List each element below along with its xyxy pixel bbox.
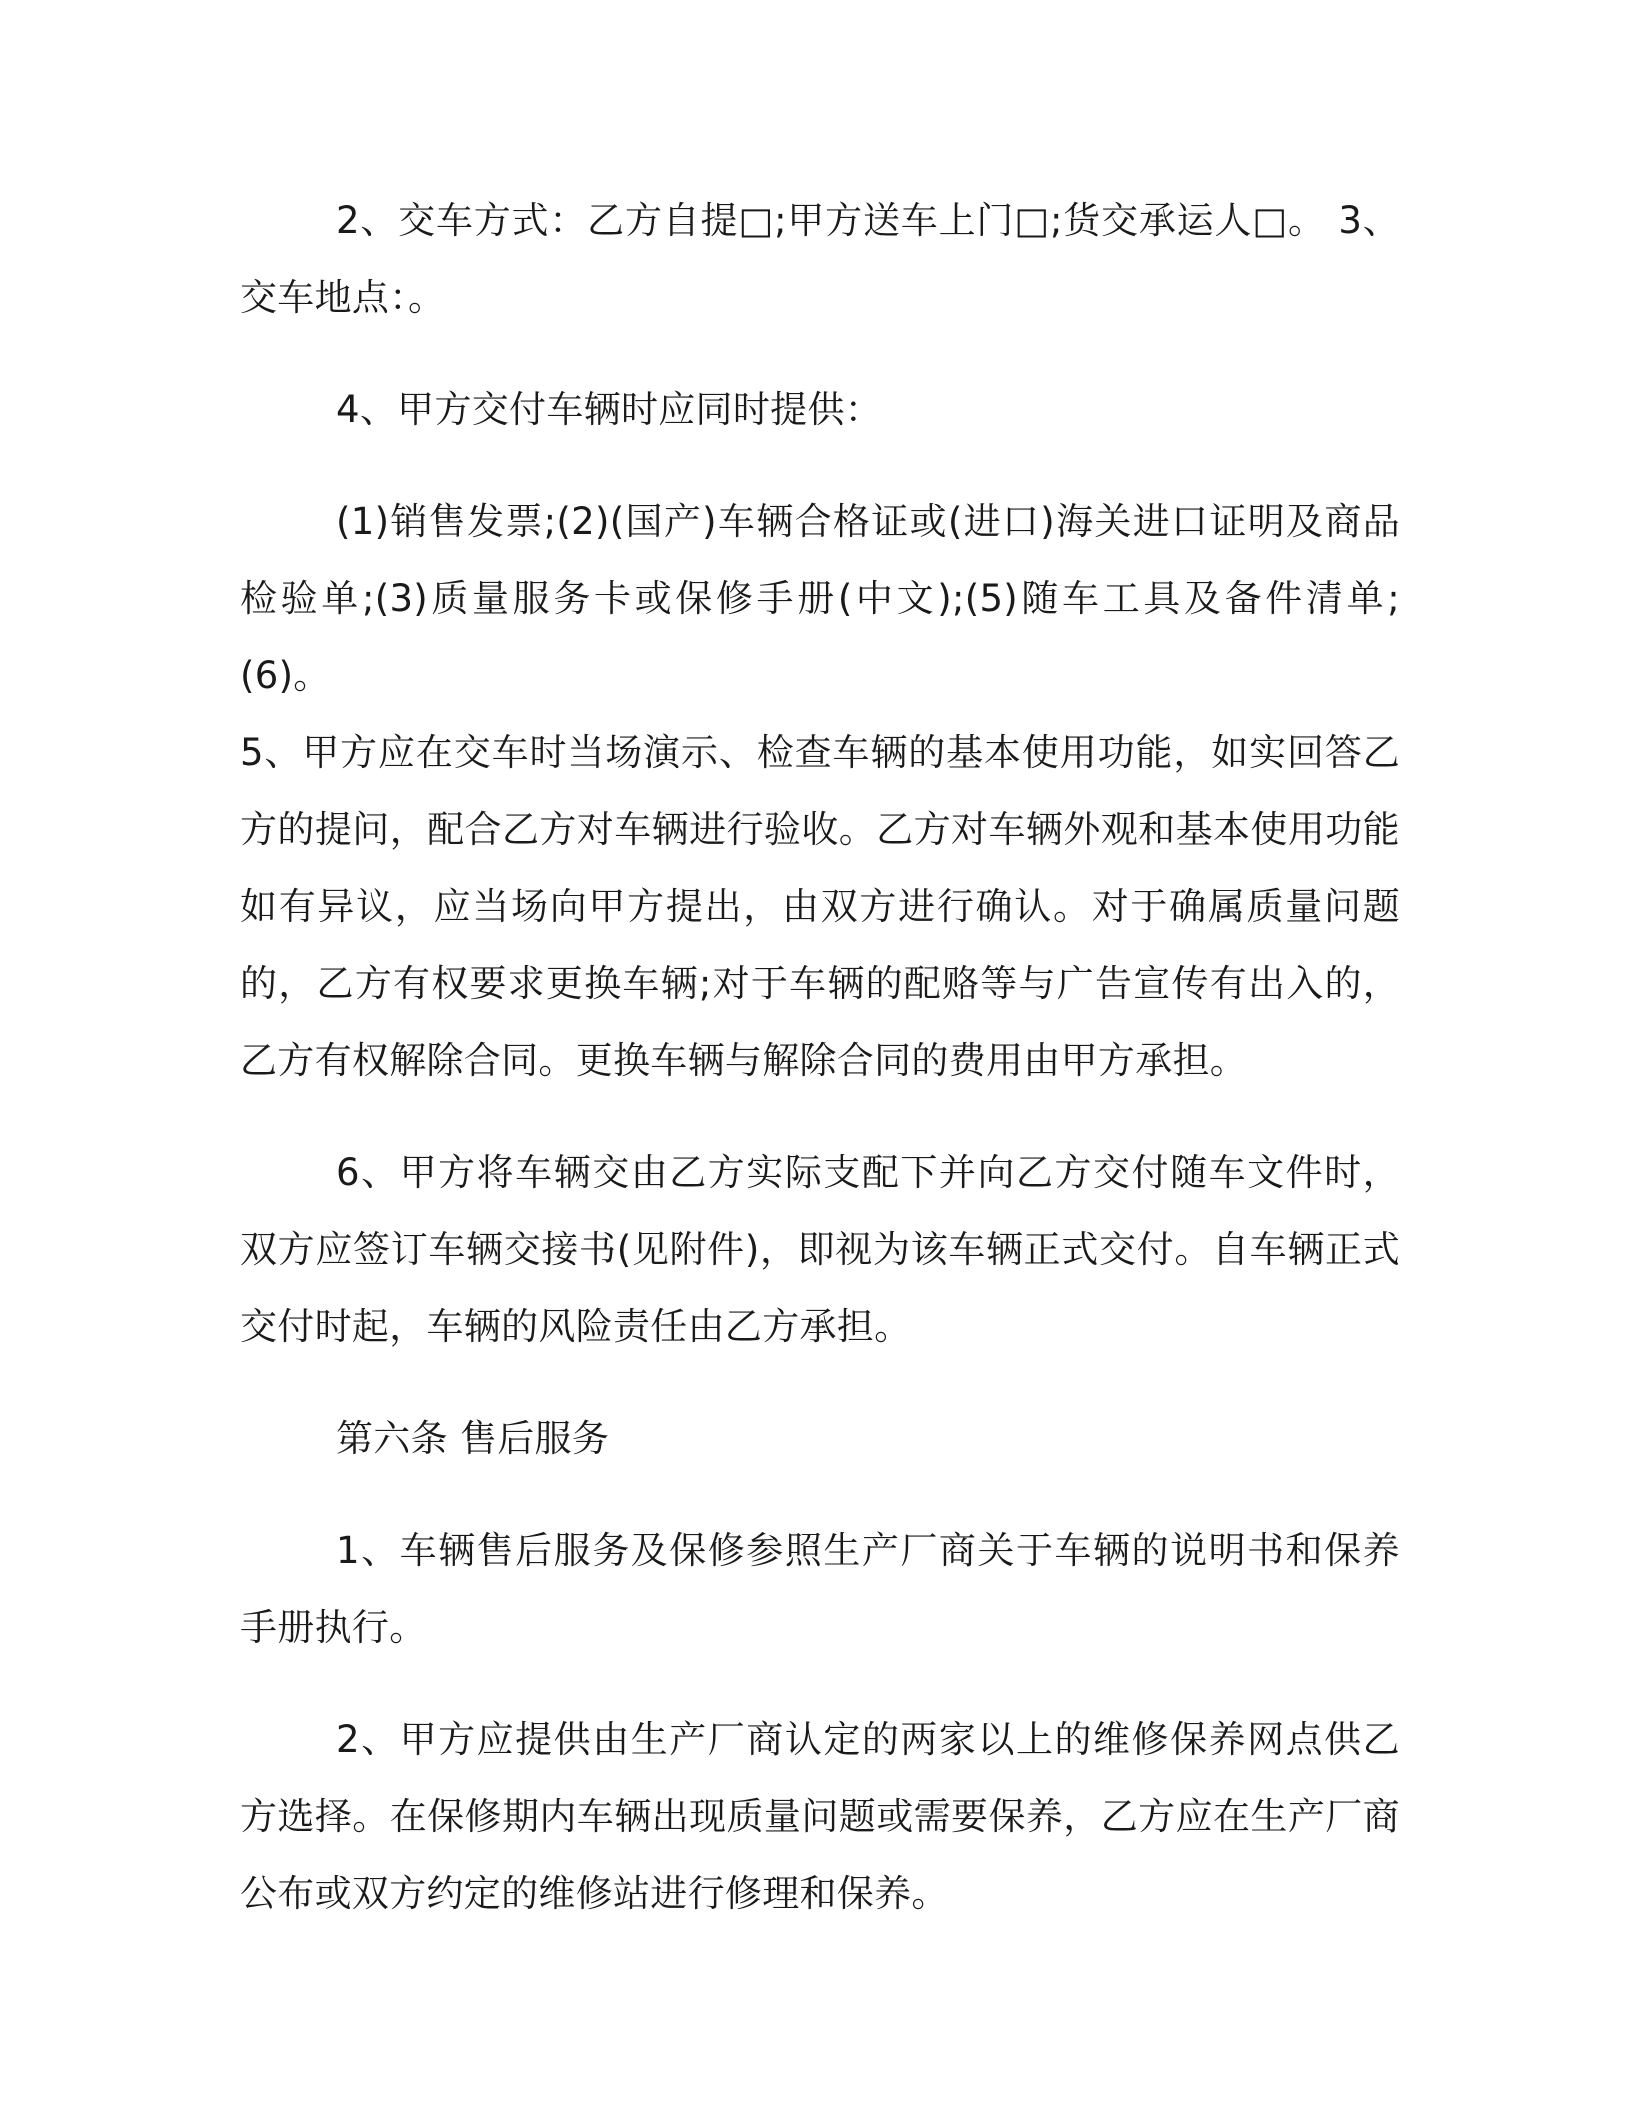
section-heading-after-sales: 第六条 售后服务 xyxy=(336,1417,610,1460)
clause-handover: 6、甲方将车辆交由乙方实际支配下并向乙方交付随车文件时，双方应签订车辆交接书(见附件)，即视为该车辆正式交付。自车辆正式交付时起，车辆的风险责任由乙方承担。 xyxy=(240,1151,1400,1348)
document-body xyxy=(240,182,1400,1967)
document-list: (1)销售发票;(2)(国产)车辆合格证或(进口)海关进口证明及商品检验单;(3)质量服务卡或保修手册(中文);(5)随车工具及备件清单;(6)。 xyxy=(240,500,1400,697)
clause-delivery-documents: 4、甲方交付车辆时应同时提供： xyxy=(336,388,883,431)
clause-inspection: 5、甲方应在交车时当场演示、检查车辆的基本使用功能，如实回答乙方的提问，配合乙方对车辆进行验收。乙方对车辆外观和基本使用功能如有异议，应当场向甲方提出，由双方进行确认。对于确属质量问题的，乙方有权要求更换车辆;对于车辆的配赂等与广告宣传有出入的，乙方有权解除合同。更换车辆与解除合同的费用由甲方承担。 xyxy=(240,731,1400,1082)
clause-warranty: 1、车辆售后服务及保修参照生产厂商关于车辆的说明书和保养手册执行。 xyxy=(240,1529,1400,1649)
clause-service-stations: 2、甲方应提供由生产厂商认定的两家以上的维修保养网点供乙方选择。在保修期内车辆出现质量问题或需要保养，乙方应在生产厂商公布或双方约定的维修站进行修理和保养。 xyxy=(240,1718,1400,1915)
clause-delivery-method: 2、交车方式：乙方自提□;甲方送车上门□;货交承运人□。 3、交车地点：。 xyxy=(240,199,1400,319)
